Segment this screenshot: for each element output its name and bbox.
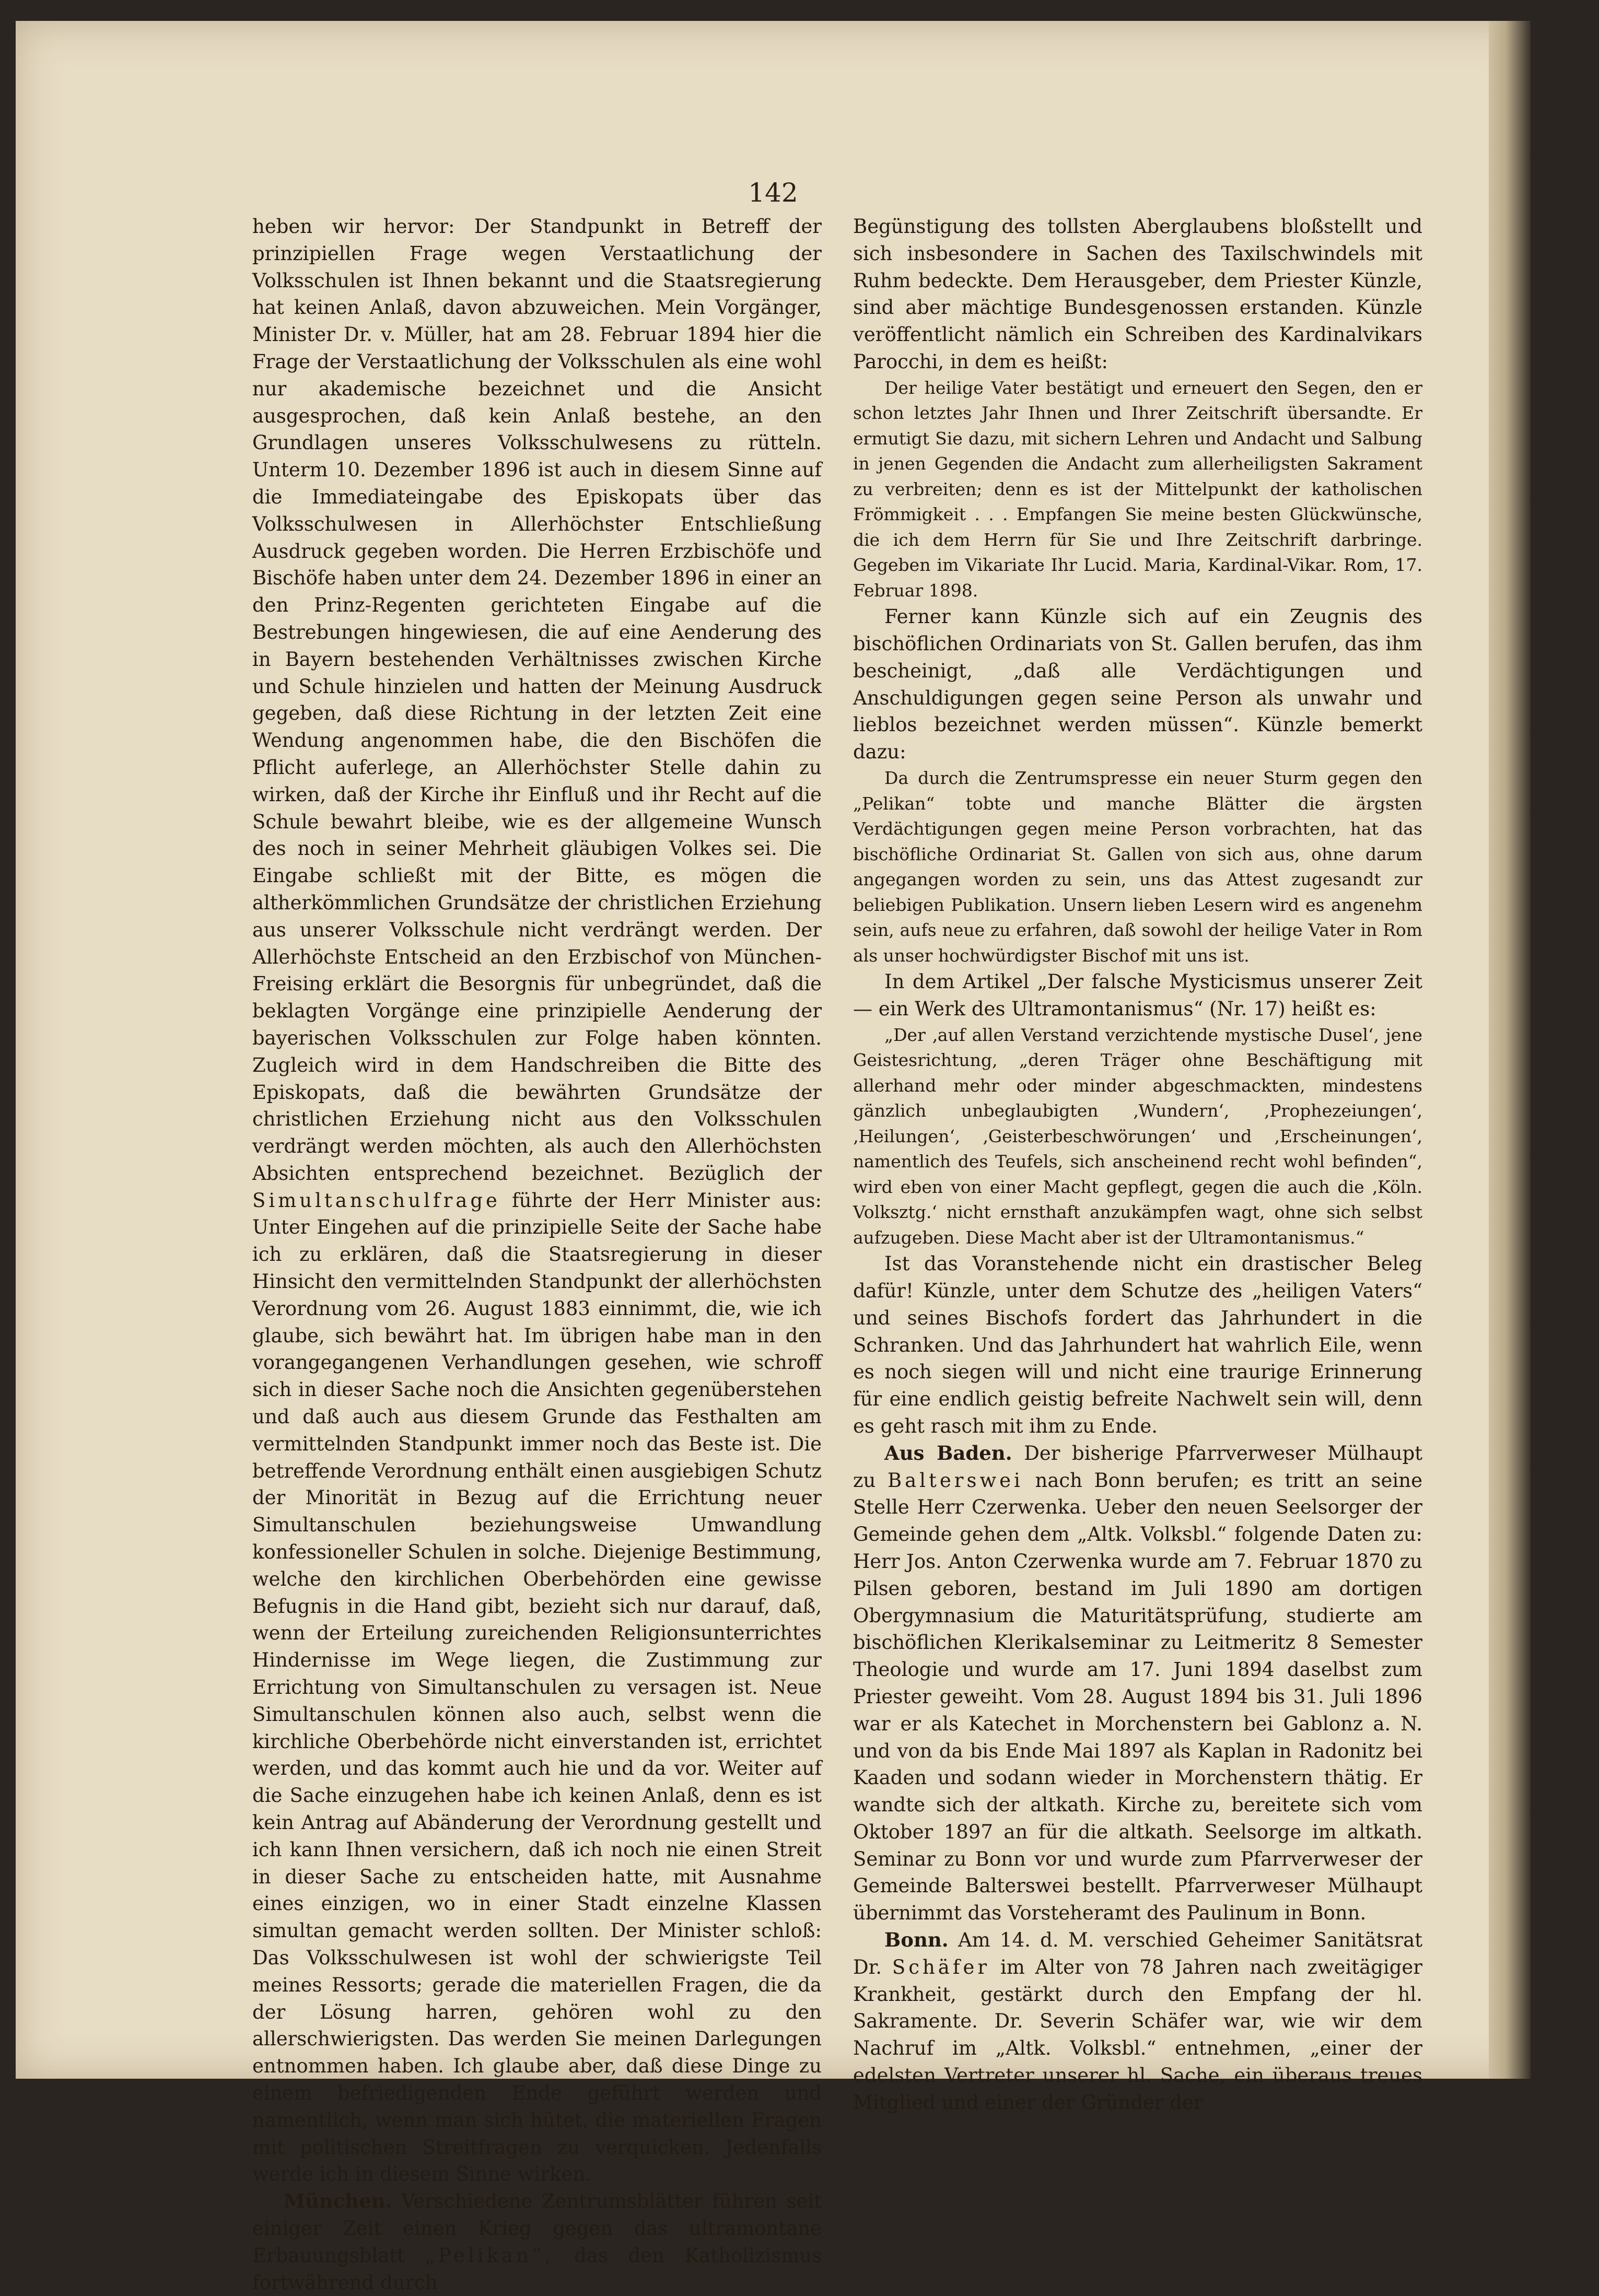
simultanschulfrage-term: Simultanschulfrage	[252, 1189, 500, 1212]
bonn-text-a: Am 14. d. M. verschied Geheimer Sanitätsrat Dr.	[853, 1929, 1422, 1978]
balterswei-place: Balterswei	[887, 1469, 1023, 1492]
right-paragraph-2: Ferner kann Künzle sich auf ein Zeugnis des bischöflichen Ordinariats von St. Gallen berufen, das ihm bescheinigt, „daß alle Verdächtigungen und Anschuldigungen gegen seine Person als unwahr und lieblos bezeichnet werden müssen“. Künzle bemerkt dazu:	[853, 605, 1422, 764]
section-heading-bonn: Bonn.	[884, 1928, 949, 1952]
section-heading-aus-baden: Aus Baden.	[884, 1441, 1012, 1465]
page-fold-edge	[1489, 21, 1531, 2079]
left-paragraph-1-text: heben wir hervor: Der Standpunkt in Betreff der prinzipiellen Frage wegen Verstaatlichung der Volksschulen ist Ihnen bekannt und die Staatsregierung hat keinen Anlaß, davon abzuweichen. Mein Vorgänger, Minister Dr. v. Müller, hat am 28. Februar 1894 hier die Frage der Verstaatlichung der Volksschulen als eine wohl nur akademische bezeichnet und die Ansicht ausgesprochen, daß kein Anlaß bestehe, an den Grundlagen unseres Volksschulwesens zu rütteln. Unterm 10. Dezember 1896 ist auch in diesem Sinne auf die Immediateingabe des Episkopats über das Volksschulwesen in Allerhöchster Entschließung Ausdruck gegeben worden. Die Herren Erzbischöfe und Bischöfe haben unter dem 24. Dezember 1896 in einer an den Prinz-Regenten gerichteten Eingabe auf die Bestrebungen hingewiesen, die auf eine Aenderung des in Bayern bestehenden Verhältnisses zwischen Kirche und Schule hinzielen und hatten der Meinung Ausdruck gegeben, daß diese Richtung in der letzten Zeit eine Wendung angenommen habe, die den Bischöfen die Pflicht auferlege, an Allerhöchster Stelle dahin zu wirken, daß der Kirche ihr Einfluß und ihr Recht auf die Schule bewahrt bleibe, wie es der allgemeine Wunsch des noch in seiner Mehrheit gläubigen Volkes sei. Die Eingabe schließt mit der Bitte, es mögen die altherkömmlichen Grundsätze der christlichen Erziehung aus unserer Volksschule nicht verdrängt werden. Der Allerhöchste Entscheid an den Erzbischof von München-Freising erklärt die Besorgnis für unbegründet, daß die beklagten Vorgänge eine prinzipielle Aenderung der bayerischen Volksschulen zur Folge haben könnten. Zugleich wird in dem Handschreiben die Bitte des Episkopats, daß die bewährten Grundsätze der christlichen Erziehung nicht aus den Volksschulen verdrängt werden möchten, als auch den Allerhöchsten Absichten entsprechend bezeichnet. Bezüglich der	[252, 215, 822, 1185]
baden-text-a: Der bisherige Pfarrverweser Mülhaupt zu	[853, 1442, 1422, 1492]
pelikan-title: „Pelikan“,	[425, 2244, 554, 2267]
muenchen-text-continued: das den Katholizismus fortwährend durch	[252, 2244, 822, 2294]
left-paragraph-school-policy	[252, 213, 822, 2188]
right-paragraph-bonn	[853, 1927, 1422, 2116]
right-paragraph-3: In dem Artikel „Der falsche Mysticismus unserer Zeit — ein Werk des Ultramontanismus“ (Nr. 17) heißt es:	[853, 970, 1422, 1020]
left-paragraph-1-continued: führte der Herr Minister aus: Unter Eingehen auf die prinzipielle Seite der Sache habe ich zu erklären, daß die Staatsregierung in dieser Hinsicht den vermittelnden Standpunkt der allerhöchsten Verordnung vom 26. August 1883 einnimmt, die, wie ich glaube, sich bewährt hat. Im übrigen habe man in den vorangegangenen Verhandlungen gesehen, wie schroff sich in dieser Sache noch die Ansichten gegenüberstehen und daß auch aus diesem Grunde das Festhalten am vermittelnden Standpunkt immer noch das Beste ist. Die betreffende Verordnung enthält einen ausgiebigen Schutz der Minorität in Bezug auf die Errichtung neuer Simultanschulen beziehungsweise Umwandlung konfessioneller Schulen in solche. Diejenige Bestimmung, welche den kirchlichen Oberbehörden eine gewisse Befugnis in die Hand gibt, bezieht sich nur darauf, daß, wenn der Erteilung zureichenden Religionsunterrichtes Hindernisse im Wege liegen, die Zustimmung zur Errichtung von Simultanschulen zu versagen ist. Neue Simultanschulen können also auch, selbst wenn die kirchliche Oberbehörde nicht einverstanden ist, errichtet werden, und das kommt auch hie und da vor. Weiter auf die Sache einzugehen habe ich keinen Anlaß, denn es ist kein Antrag auf Abänderung der Verordnung gestellt und ich kann Ihnen versichern, daß ich noch nie einen Streit in dieser Sache zu entscheiden hatte, mit Ausnahme eines einzigen, wo in einer Stadt einzelne Klassen simultan gemacht werden sollten. Der Minister schloß: Das Volksschulwesen ist wohl der schwierigste Teil meines Ressorts; gerade die materiellen Fragen, die da der Lösung harren, gehören wohl zu den allerschwierigsten. Das werden Sie meinen Darlegungen entnommen haben. Ich glaube aber, daß diese Dinge zu einem befriedigenden Ende geführt werden und namentlich, wenn man sich hütet, die materiellen Fragen mit politischen Streitfragen zu verquicken. Jedenfalls werde ich in diesem Sinne wirken.	[252, 1189, 822, 2186]
bonn-text-b: im Alter von 78 Jahren nach zweitägiger Krankheit, gestärkt durch den Empfang der hl. Sakramente. Dr. Severin Schäfer war, wie wir dem Nachruf im „Altk. Volksbl.“ entnehmen, „einer der edelsten Vertreter unserer hl. Sache, ein überaus treues Mitglied und einer der Gründer der	[853, 1955, 1422, 2114]
section-heading-muenchen: München.	[284, 2189, 392, 2213]
left-column	[252, 213, 822, 2294]
page-number: 142	[748, 178, 798, 208]
right-paragraph-4: Ist das Voranstehende nicht ein drastischer Beleg dafür! Künzle, unter dem Schutze des „heiligen Vaters“ und seines Bischofs fordert das Jahrhundert in die Schranken. Und das Jahrhundert hat wahrlich Eile, wenn es noch siegen will und nicht eine traurige Erinnerung für eine endlich geistig befreite Nachwelt sein will, denn es geht rasch mit ihm zu Ende.	[853, 1252, 1422, 1437]
muenchen-text: Verschiedene Zentrumsblätter führen seit einiger Zeit einen Krieg gegen das ultramontane Erbauungsblatt	[252, 2190, 822, 2267]
right-paragraph-1: Begünstigung des tollsten Aberglaubens bloßstellt und sich insbesondere in Sachen des Taxilschwindels mit Ruhm bedeckte. Dem Herausgeber, dem Priester Künzle, sind aber mächtige Bundesgenossen erstanden. Künzle veröffentlicht nämlich ein Schreiben des Kardinalvikars Parocchi, in dem es heißt:	[853, 215, 1422, 373]
quote-cardinal-letter: Der heilige Vater bestätigt und erneuert den Segen, den er schon letztes Jahr Ihnen und Ihrer Zeitschrift übersandte. Er ermutigt Sie dazu, mit sichern Lehren und Andacht und Salbung in jenen Gegenden die Andacht zum allerheiligsten Sakrament zu verbreiten; denn es ist der Mittelpunkt der katholischen Frömmigkeit . . . Empfangen Sie meine besten Glückwünsche, die ich dem Herrn für Sie und Ihre Zeitschrift darbringe. Gegeben im Vikariate Ihr Lucid. Maria, Kardinal-Vikar. Rom, 17. Februar 1898.	[853, 377, 1422, 601]
left-paragraph-muenchen	[252, 2188, 822, 2296]
right-paragraph-baden	[853, 1440, 1422, 1927]
schaefer-name: Schäfer	[892, 1955, 990, 1978]
quote-mysticism-article: „Der ‚auf allen Verstand verzichtende mystische Dusel‘, jene Geistesrichtung, „deren Träger ohne Beschäftigung mit allerhand mehr oder minder abgeschmackten, mindestens gänzlich unbeglaubigten ‚Wundern‘, ‚Prophezeiungen‘, ‚Heilungen‘, ‚Geisterbeschwörungen‘ und ‚Erscheinungen‘, namentlich des Teufels, sich anscheinend recht wohl befinden“, wird eben von einer Macht gepflegt, gegen die auch die ‚Köln. Volksztg.‘ nicht ernsthaft anzukämpfen wagt, ohne sich selbst aufzugeben. Diese Macht aber ist der Ultramontanismus.“	[853, 1024, 1422, 1248]
right-column	[853, 213, 1422, 2114]
baden-text-b: nach Bonn berufen; es tritt an seine Stelle Herr Czerwenka. Ueber den neuen Seelsorger der Gemeinde gehen dem „Altk. Volksbl.“ folgende Daten zu: Herr Jos. Anton Czerwenka wurde am 7. Februar 1870 zu Pilsen geboren, bestand im Juli 1890 am dortigen Obergymnasium die Maturitätsprüfung, studierte am bischöflichen Klerikalseminar zu Leitmeritz 8 Semester Theologie und wurde am 17. Juni 1894 daselbst zum Priester geweiht. Vom 28. August 1894 bis 31. Juli 1896 war er als Katechet in Morchenstern bei Gablonz a. N. und von da bis Ende Mai 1897 als Kaplan in Radonitz bei Kaaden und sodann wieder in Morchenstern thätig. Er wandte sich der altkath. Kirche zu, bereitete sich vom Oktober 1897 an für die altkath. Seelsorge im altkath. Seminar zu Bonn vor und wurde zum Pfarrverweser der Gemeinde Balterswei bestellt. Pfarrverweser Mülhaupt übernimmt das Vorsteheramt des Paulinum in Bonn.	[853, 1469, 1422, 1925]
quote-kuenzle-remark: Da durch die Zentrumspresse ein neuer Sturm gegen den „Pelikan“ tobte und manche Blätter die ärgsten Verdächtigungen gegen meine Person vorbrachten, hat das bischöfliche Ordinariat St. Gallen von sich aus, ohne darum angegangen worden zu sein, uns das Attest zugesandt zur beliebigen Publikation. Unsern lieben Lesern wird es angenehm sein, aufs neue zu erfahren, daß sowohl der heilige Vater in Rom als unser hochwürdigster Bischof mit uns ist.	[853, 768, 1422, 966]
